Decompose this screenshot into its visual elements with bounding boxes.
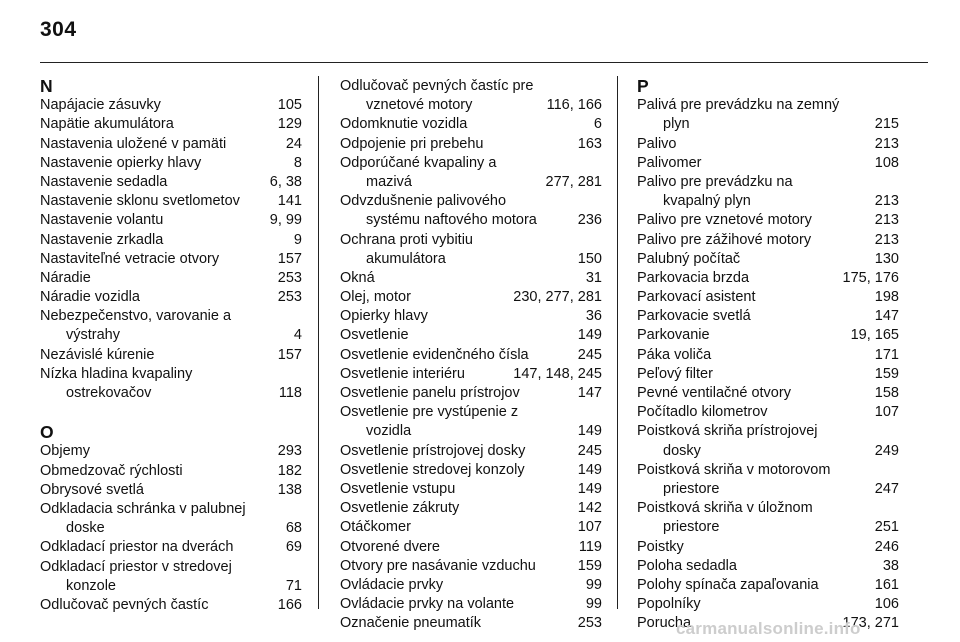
index-term: konzole	[66, 577, 116, 594]
page-reference: 251	[874, 519, 899, 536]
index-entry	[637, 518, 899, 537]
index-term: Parkovacie svetlá	[637, 308, 751, 325]
index-entry	[40, 596, 302, 615]
index-term: Náradie	[40, 269, 91, 286]
index-term: Počítadlo kilometrov	[637, 404, 768, 421]
index-term: Náradie vozidla	[40, 289, 140, 306]
index-term: Olej, motor	[340, 289, 411, 306]
index-term: Palivo pre vznetové motory	[637, 212, 812, 229]
page-reference: 9, 99	[269, 212, 302, 229]
page-reference: 213	[874, 193, 899, 210]
index-term: systému naftového motora	[366, 212, 537, 229]
index-entry	[340, 250, 602, 269]
index-entry	[40, 115, 302, 134]
index-term: priestore	[663, 480, 720, 497]
index-term: Označenie pneumatík	[340, 615, 482, 632]
page-reference: 249	[874, 442, 899, 459]
header-rule	[40, 62, 928, 63]
index-entry	[340, 614, 602, 633]
index-entry	[40, 288, 302, 307]
index-entry	[40, 231, 302, 250]
index-term: Poistky	[637, 538, 684, 555]
page-reference: 253	[577, 615, 602, 632]
index-term: Odomknutie vozidla	[340, 116, 468, 133]
index-entry	[340, 557, 602, 576]
index-entry	[340, 461, 602, 480]
index-entry	[637, 442, 899, 461]
page-reference: 24	[285, 135, 302, 152]
page-reference: 293	[277, 443, 302, 460]
index-term: výstrahy	[66, 327, 120, 344]
index-entry	[40, 192, 302, 211]
page-reference: 171	[874, 346, 899, 363]
page-reference: 6, 38	[269, 173, 302, 190]
index-entry	[340, 96, 602, 115]
index-entry	[40, 326, 302, 345]
index-entry	[340, 115, 602, 134]
index-column-2	[340, 77, 602, 633]
index-entry	[340, 307, 602, 326]
page-reference: 163	[577, 135, 602, 152]
index-term: Poistková skriňa prístrojovej	[637, 423, 818, 440]
index-term: Nebezpečenstvo, varovanie a	[40, 308, 232, 325]
page-reference: 166	[277, 596, 302, 613]
index-term: Parkovanie	[637, 327, 710, 344]
index-entry	[637, 135, 899, 154]
index-term: vozidla	[366, 423, 412, 440]
page-reference: 246	[874, 538, 899, 555]
index-entry	[40, 154, 302, 173]
index-term: Osvetlenie pre vystúpenie z	[340, 404, 519, 421]
index-term: Parkovací asistent	[637, 289, 756, 306]
index-entry	[340, 288, 602, 307]
index-entry	[340, 442, 602, 461]
index-entry	[40, 269, 302, 288]
index-entry	[637, 211, 899, 230]
page-reference: 149	[577, 327, 602, 344]
page-number: 304	[40, 18, 77, 41]
page-reference: 245	[577, 346, 602, 363]
page-reference: 253	[277, 289, 302, 306]
page-reference: 198	[874, 289, 899, 306]
index-entry	[40, 577, 302, 596]
index-term: Pevné ventilačné otvory	[637, 385, 791, 401]
index-entry	[340, 499, 602, 518]
page-reference: 4	[293, 327, 302, 344]
index-entry	[637, 576, 899, 595]
index-term: Odkladací priestor na dverách	[40, 539, 234, 556]
index-entry	[40, 346, 302, 365]
page-reference: 99	[585, 576, 602, 593]
index-term: Osvetlenie stredovej konzoly	[340, 461, 525, 478]
page-reference: 182	[277, 462, 302, 479]
index-term: Nastavenie sedadla	[40, 173, 168, 190]
index-entry	[340, 346, 602, 365]
index-entry	[637, 307, 899, 326]
index-entry	[40, 135, 302, 154]
index-term: Peľový filter	[637, 365, 713, 382]
index-term: Okná	[340, 269, 375, 286]
index-term: plyn	[663, 116, 690, 133]
index-term: Nastaviteľné vetracie otvory	[40, 250, 220, 267]
index-term: Nastavenie zrkadla	[40, 231, 164, 248]
page-reference: 149	[577, 423, 602, 440]
section-letter: O	[40, 422, 54, 443]
index-entry	[340, 269, 602, 288]
page-reference: 69	[285, 539, 302, 556]
index-entry	[340, 480, 602, 499]
index-term: Palivo	[637, 135, 677, 152]
index-term: kvapalný plyn	[663, 193, 751, 210]
page-reference: 213	[874, 135, 899, 152]
index-term: Odporúčané kvapaliny a	[340, 154, 497, 171]
column-divider-2	[617, 76, 618, 609]
index-entry	[340, 538, 602, 557]
page-reference: 71	[285, 577, 302, 594]
page-reference: 157	[277, 346, 302, 363]
index-term: Osvetlenie zákruty	[340, 500, 460, 517]
page-reference: 159	[577, 557, 602, 574]
index-entry	[40, 481, 302, 500]
page-reference: 118	[278, 385, 302, 401]
page-reference: 130	[874, 250, 899, 267]
index-term: Nízka hladina kvapaliny	[40, 365, 193, 382]
index-entry	[340, 365, 602, 384]
index-term: Poistková skriňa v motorovom	[637, 461, 831, 478]
index-entry	[40, 519, 302, 538]
page-reference: 8	[293, 154, 302, 171]
index-entry	[637, 192, 899, 211]
page-reference: 159	[874, 365, 899, 382]
index-term: Otáčkomer	[340, 519, 411, 536]
index-term: Osvetlenie	[340, 327, 409, 344]
page-reference: 99	[585, 596, 602, 613]
page-reference: 119	[578, 538, 602, 555]
index-term: Nastavenia uložené v pamäti	[40, 135, 227, 152]
column-divider-1	[318, 76, 319, 609]
page-reference: 6	[593, 116, 602, 133]
page-reference: 38	[882, 557, 899, 574]
index-term: Odlučovač pevných častíc	[40, 596, 209, 613]
page-reference: 19, 165	[850, 327, 899, 344]
index-term: vznetové motory	[366, 97, 473, 114]
watermark: carmanualsonline.info	[676, 619, 861, 638]
index-entry	[637, 557, 899, 576]
index-entry	[637, 384, 899, 403]
index-term: Odlučovač pevných častíc pre	[340, 78, 534, 94]
index-entry	[340, 422, 602, 441]
page-reference: 247	[874, 480, 899, 497]
index-entry	[637, 154, 899, 173]
page-reference: 31	[585, 269, 602, 286]
index-term: Porucha	[637, 615, 692, 632]
index-term: Odpojenie pri prebehu	[340, 135, 484, 152]
index-entry	[40, 384, 302, 403]
index-entry	[637, 538, 899, 557]
index-term: Popolníky	[637, 596, 701, 613]
page-reference: 108	[874, 154, 899, 171]
index-entry	[40, 96, 302, 115]
page-reference: 245	[577, 442, 602, 459]
index-term: Otvorené dvere	[340, 538, 440, 555]
index-term: Palivá pre prevádzku na zemný	[637, 97, 840, 114]
index-entry	[637, 403, 899, 422]
page-reference: 215	[874, 116, 899, 133]
index-entry	[637, 480, 899, 499]
page-reference: 150	[577, 250, 602, 267]
index-entry	[340, 576, 602, 595]
index-entry	[637, 595, 899, 614]
index-term: Palivo pre zážihové motory	[637, 231, 812, 248]
index-entry	[40, 538, 302, 557]
page-reference: 36	[585, 308, 602, 325]
page-reference: 107	[874, 404, 899, 421]
page-reference: 158	[874, 385, 899, 401]
index-entry	[637, 346, 899, 365]
page-reference: 68	[285, 520, 302, 537]
index-entry	[40, 462, 302, 481]
index-term: Nezávislé kúrenie	[40, 346, 155, 363]
index-entry	[40, 173, 302, 192]
index-entry	[340, 384, 602, 403]
page-reference: 175, 176	[842, 269, 899, 286]
index-term: Napätie akumulátora	[40, 116, 174, 133]
index-entry	[40, 211, 302, 230]
index-entry	[637, 231, 899, 250]
index-entry	[637, 288, 899, 307]
page-reference: 230, 277, 281	[513, 289, 602, 306]
index-term: dosky	[663, 442, 701, 459]
index-term: Odkladací priestor v stredovej	[40, 558, 232, 575]
index-term: Parkovacia brzda	[637, 269, 750, 286]
index-term: Polohy spínača zapaľovania	[637, 576, 819, 593]
page-reference: 147	[874, 308, 899, 325]
index-entry	[40, 442, 302, 461]
index-term: Osvetlenie prístrojovej dosky	[340, 442, 526, 459]
index-term: Osvetlenie vstupu	[340, 480, 456, 497]
page-reference: 213	[874, 212, 899, 229]
index-column-1	[40, 77, 302, 615]
index-entry	[340, 326, 602, 345]
page-reference: 161	[874, 576, 899, 593]
index-term: Poistková skriňa v úložnom	[637, 500, 813, 517]
page-reference: 149	[577, 480, 602, 497]
page-reference: 253	[277, 269, 302, 286]
index-term: akumulátora	[366, 250, 446, 267]
page-reference: 142	[577, 500, 602, 517]
index-term: Poloha sedadla	[637, 557, 737, 574]
index-term: Palivo pre prevádzku na	[637, 173, 793, 190]
index-term: Opierky hlavy	[340, 308, 428, 325]
index-term: Nastavenie sklonu svetlometov	[40, 193, 240, 210]
index-entry	[340, 173, 602, 192]
page-reference: 157	[277, 250, 302, 267]
page-reference: 149	[577, 461, 602, 478]
page-reference: 277, 281	[545, 173, 602, 190]
index-entry	[637, 365, 899, 384]
index-term: Objemy	[40, 443, 90, 460]
index-term: priestore	[663, 519, 720, 536]
index-term: Páka voliča	[637, 346, 712, 363]
index-term: Odvzdušnenie palivového	[340, 193, 507, 210]
index-term: Palivomer	[637, 154, 702, 171]
page-reference: 213	[874, 231, 899, 248]
index-entry	[637, 115, 899, 134]
index-column-3	[637, 77, 899, 633]
index-term: Ochrana proti vybitiu	[340, 231, 473, 248]
section-spacer	[40, 403, 302, 423]
index-term: Obmedzovač rýchlosti	[40, 462, 183, 479]
index-entry	[637, 250, 899, 269]
page-reference: 138	[277, 481, 302, 498]
index-term: Osvetlenie panelu prístrojov	[340, 385, 520, 401]
section-letter: P	[637, 76, 649, 96]
index-term: Obrysové svetlá	[40, 481, 144, 498]
index-term: Osvetlenie evidenčného čísla	[340, 346, 529, 363]
index-term: Nastavenie opierky hlavy	[40, 154, 202, 171]
index-entry	[340, 518, 602, 537]
page-reference: 236	[577, 212, 602, 229]
page-reference: 147, 148, 245	[513, 365, 602, 382]
index-entry	[340, 211, 602, 230]
page-reference: 141	[277, 193, 302, 210]
index-term: Napájacie zásuvky	[40, 97, 161, 114]
index-term: doske	[66, 520, 105, 537]
page-reference: 129	[277, 116, 302, 133]
page-reference: 107	[577, 519, 602, 536]
index-term: Odkladacia schránka v palubnej	[40, 500, 246, 517]
page-reference: 173, 271	[842, 615, 899, 632]
index-term: ostrekovačov	[66, 385, 152, 401]
index-term: Ovládacie prvky na volante	[340, 596, 515, 613]
index-term: Osvetlenie interiéru	[340, 365, 465, 382]
index-term: Nastavenie volantu	[40, 212, 164, 229]
index-term: mazivá	[366, 173, 412, 190]
page-reference: 147	[577, 385, 602, 401]
page-reference: 9	[293, 231, 302, 248]
index-term: Palubný počítač	[637, 250, 741, 267]
index-entry	[637, 269, 899, 288]
index-entry	[340, 135, 602, 154]
page-reference: 116, 166	[546, 97, 602, 114]
index-term: Otvory pre nasávanie vzduchu	[340, 557, 536, 574]
index-term: Ovládacie prvky	[340, 576, 444, 593]
section-letter: N	[40, 76, 53, 96]
index-entry	[40, 250, 302, 269]
index-entry	[637, 326, 899, 345]
page-reference: 105	[277, 97, 302, 114]
index-entry	[340, 595, 602, 614]
page-reference: 106	[874, 596, 899, 613]
